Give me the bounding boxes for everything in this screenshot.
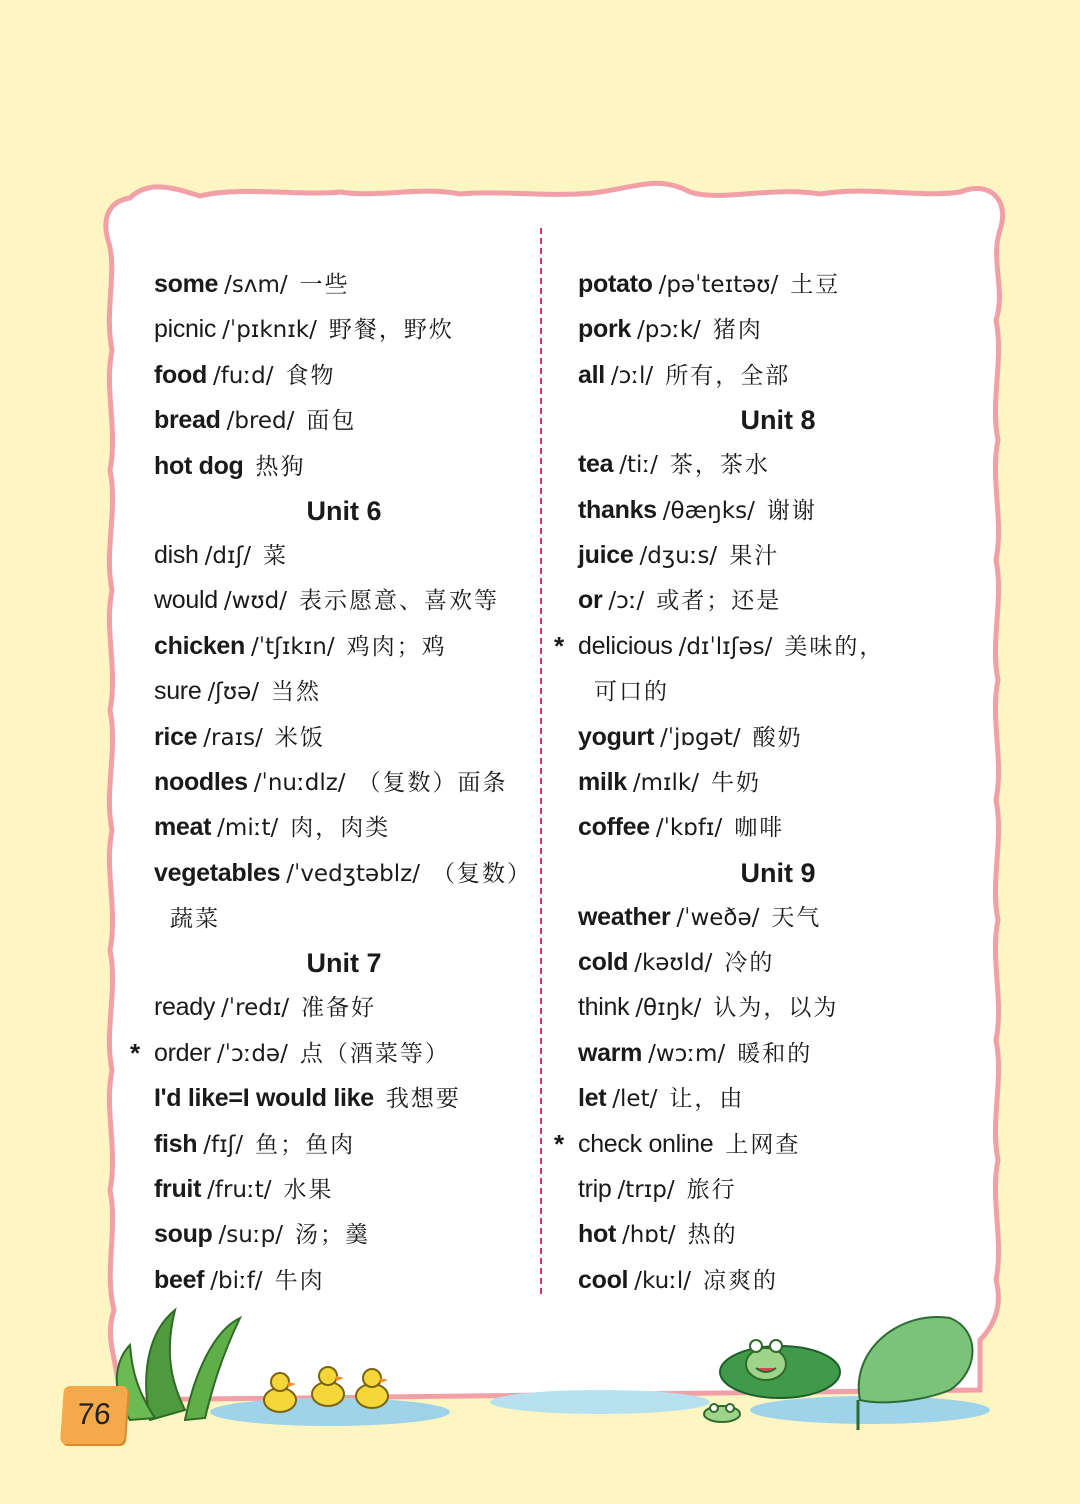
phonetic: /pəˈteɪtəʊ/ [658, 272, 779, 298]
vocab-entry [154, 262, 534, 307]
phonetic: /kuːl/ [634, 1267, 692, 1294]
vocab-entry [578, 442, 978, 487]
vocab-entry [578, 760, 978, 805]
chinese-meaning: 野餐，野炊 [328, 317, 454, 344]
chinese-meaning: 一些 [299, 272, 350, 298]
chinese-meaning: 可口的 [594, 679, 669, 706]
english-word: soup [154, 1220, 213, 1249]
vocab-entry [578, 1031, 978, 1076]
phonetic: /θæŋks/ [662, 497, 755, 524]
chinese-meaning: 咖啡 [734, 815, 785, 842]
english-word: bread [154, 406, 221, 435]
vocab-entry [154, 353, 534, 398]
vocab-entry [154, 1167, 534, 1212]
chinese-meaning: 食物 [285, 362, 336, 389]
vocab-entry [578, 1167, 978, 1212]
vocab-entry [578, 578, 978, 623]
english-word: tea [578, 450, 614, 479]
english-word: hot [578, 1220, 616, 1249]
unit-heading: Unit 9 [740, 857, 816, 888]
vocab-entry [554, 1122, 978, 1167]
english-word: beef [154, 1265, 205, 1294]
chinese-meaning: 热的 [687, 1222, 738, 1249]
chinese-meaning: 天气 [771, 904, 822, 931]
phonetic: /fuːd/ [212, 362, 274, 389]
chinese-meaning: 牛肉 [274, 1267, 325, 1294]
english-word: some [154, 270, 219, 298]
vocab-entry [154, 1076, 534, 1121]
phonetic: /tiː/ [619, 452, 658, 479]
phonetic: /kəʊld/ [634, 950, 713, 977]
english-word: cold [578, 948, 629, 977]
phonetic: /trɪp/ [617, 1177, 675, 1204]
vocab-entry [154, 1122, 534, 1167]
phonetic: /ˈnuːdlz/ [253, 769, 346, 796]
english-word: food [154, 360, 207, 389]
phonetic: /biːf/ [210, 1267, 263, 1294]
english-word: would [154, 586, 218, 615]
vocab-entry [154, 444, 534, 489]
phonetic: /ˈweðə/ [676, 904, 760, 931]
chinese-meaning: （复数）面条 [357, 769, 508, 796]
phonetic: /mɪlk/ [632, 769, 699, 796]
phonetic: /θɪŋk/ [635, 995, 702, 1022]
chinese-meaning: 冷的 [724, 950, 775, 977]
vocab-entry [578, 1076, 978, 1121]
vocab-entry [554, 624, 978, 669]
english-word: check online [578, 1129, 714, 1158]
vocab-entry [578, 262, 978, 307]
vocab-entry [578, 1212, 978, 1257]
unit-heading: Unit 8 [740, 405, 816, 436]
chinese-meaning: 凉爽的 [703, 1267, 779, 1294]
chinese-meaning: 猪肉 [712, 317, 763, 344]
vocab-entry [154, 851, 534, 896]
star-icon: * [554, 1128, 565, 1159]
english-word: think [578, 993, 630, 1022]
definition-continuation [578, 669, 978, 714]
vocab-entry [154, 669, 534, 714]
chinese-meaning: 美味的， [784, 633, 885, 660]
phonetic: /dɪʃ/ [204, 542, 252, 569]
english-word: fish [154, 1129, 198, 1158]
english-word: milk [578, 767, 627, 796]
chinese-meaning: 汤；羹 [294, 1222, 370, 1249]
english-word: meat [154, 813, 212, 842]
vocab-entry [578, 715, 978, 760]
chinese-meaning: 或者；还是 [656, 588, 782, 615]
phonetic: /bred/ [226, 408, 295, 435]
vocab-entry [154, 307, 534, 352]
english-word: rice [154, 722, 198, 751]
phonetic: /fruːt/ [207, 1177, 272, 1204]
chinese-meaning: 准备好 [301, 995, 377, 1022]
english-word: juice [578, 540, 634, 569]
chinese-meaning: 表示愿意、喜欢等 [298, 588, 499, 615]
star-icon: * [554, 630, 565, 661]
phonetic: /let/ [612, 1086, 658, 1113]
english-word: picnic [154, 315, 217, 344]
english-word: thanks [578, 495, 657, 524]
vocab-entry [578, 307, 978, 352]
chinese-meaning: 茶，茶水 [669, 452, 770, 479]
english-word: cool [578, 1265, 629, 1294]
phonetic: /dʒuːs/ [639, 542, 718, 569]
frog-icon [704, 1404, 740, 1422]
chinese-meaning: 牛奶 [711, 769, 761, 796]
chinese-meaning: 认为，以为 [713, 995, 839, 1022]
chinese-meaning: （复数） [431, 860, 532, 887]
vocab-entry [578, 488, 978, 533]
english-word: trip [578, 1175, 612, 1204]
phonetic: /ɔːl/ [610, 362, 654, 389]
vocab-entry [154, 985, 534, 1030]
english-word: coffee [578, 813, 650, 842]
phonetic: /ˈvedʒtəblz/ [286, 860, 420, 887]
english-word: yogurt [578, 722, 654, 751]
chinese-meaning: 所有，全部 [665, 362, 791, 389]
unit-heading: Unit 7 [306, 948, 382, 979]
chinese-meaning: 谢谢 [766, 497, 817, 524]
definition-continuation [154, 896, 534, 941]
duck-icon [264, 1373, 296, 1412]
left-column [130, 262, 534, 1303]
chinese-meaning: 水果 [283, 1177, 334, 1204]
english-word: vegetables [154, 858, 281, 887]
chinese-meaning: 让，由 [669, 1086, 745, 1113]
vocab-entry [130, 1031, 534, 1076]
chinese-meaning: 肉，肉类 [290, 815, 391, 842]
chinese-meaning: 面包 [306, 408, 357, 435]
duck-icon [356, 1369, 388, 1408]
english-word: hot dog [154, 451, 244, 480]
phonetic: /wɔːm/ [648, 1040, 726, 1067]
vocab-entry [578, 895, 978, 940]
phonetic: /miːt/ [217, 815, 279, 842]
unit-heading: Unit 6 [306, 495, 382, 526]
phonetic: /ˈtʃɪkɪn/ [251, 633, 335, 660]
vocab-entry [154, 533, 534, 578]
phonetic: /ˈjɒgət/ [659, 724, 741, 751]
phonetic: /ˈredɪ/ [221, 995, 290, 1022]
chinese-meaning: 菜 [263, 542, 289, 569]
grass-icon [146, 1310, 185, 1420]
phonetic: /ˈkɒfɪ/ [655, 815, 723, 842]
duck-icon [312, 1367, 344, 1406]
page-number: 76 [60, 1386, 128, 1444]
english-word: weather [578, 902, 671, 931]
chinese-meaning: 果汁 [729, 542, 780, 569]
phonetic: /hɒt/ [621, 1222, 676, 1249]
vocab-entry [578, 805, 978, 850]
chinese-meaning: 当然 [271, 679, 322, 706]
english-word: delicious [578, 631, 673, 660]
chinese-meaning: 点（酒菜等） [299, 1040, 450, 1067]
chinese-meaning: 上网查 [725, 1131, 801, 1158]
english-word: fruit [154, 1175, 202, 1204]
star-icon: * [130, 1037, 141, 1068]
chinese-meaning: 鱼；鱼肉 [255, 1131, 356, 1158]
vocab-entry [578, 985, 978, 1030]
phonetic: /dɪˈlɪʃəs/ [678, 633, 773, 660]
vocab-entry [154, 578, 534, 623]
english-word: dish [154, 540, 199, 569]
phonetic: /pɔːk/ [636, 317, 701, 344]
right-column [554, 262, 978, 1303]
phonetic: /ʃʊə/ [207, 679, 260, 706]
english-word: let [578, 1084, 607, 1113]
english-word: potato [578, 270, 653, 298]
phonetic: /fɪʃ/ [203, 1131, 244, 1158]
chinese-meaning: 我想要 [385, 1086, 461, 1113]
chinese-meaning: 米饭 [274, 724, 325, 751]
phonetic: /raɪs/ [203, 724, 263, 751]
vocab-entry [578, 940, 978, 985]
english-word: warm [578, 1038, 643, 1067]
vocab-entry [578, 353, 978, 398]
vocab-entry [154, 398, 534, 443]
column-divider [540, 228, 542, 1294]
pond-illustration [0, 1290, 1080, 1504]
vocab-entry [578, 533, 978, 578]
english-word: or [578, 586, 603, 615]
vocab-entry [154, 805, 534, 850]
chinese-meaning: 暖和的 [737, 1040, 813, 1067]
phonetic: /ˈɔːdə/ [216, 1040, 288, 1067]
english-word: order [154, 1038, 211, 1067]
chinese-meaning: 酸奶 [752, 724, 803, 751]
english-word: I'd like=I would like [154, 1084, 374, 1113]
chinese-meaning: 旅行 [686, 1177, 737, 1204]
phonetic: /suːp/ [218, 1222, 283, 1249]
phonetic: /wʊd/ [223, 588, 287, 615]
english-word: ready [154, 993, 216, 1022]
chinese-meaning: 鸡肉；鸡 [346, 633, 447, 660]
vocab-entry [154, 760, 534, 805]
english-word: all [578, 360, 605, 389]
vocab-entry [154, 624, 534, 669]
english-word: sure [154, 677, 202, 706]
chinese-meaning: 热狗 [255, 453, 306, 480]
vocab-entry [154, 1212, 534, 1257]
chinese-meaning: 蔬菜 [170, 906, 220, 933]
english-word: pork [578, 315, 631, 344]
english-word: noodles [154, 767, 248, 796]
chinese-meaning: 土豆 [790, 272, 841, 298]
phonetic: /sʌm/ [224, 272, 288, 298]
phonetic: /ˈpɪknɪk/ [222, 317, 317, 344]
phonetic: /ɔː/ [608, 588, 645, 615]
vocab-entry [154, 715, 534, 760]
english-word: chicken [154, 631, 246, 660]
